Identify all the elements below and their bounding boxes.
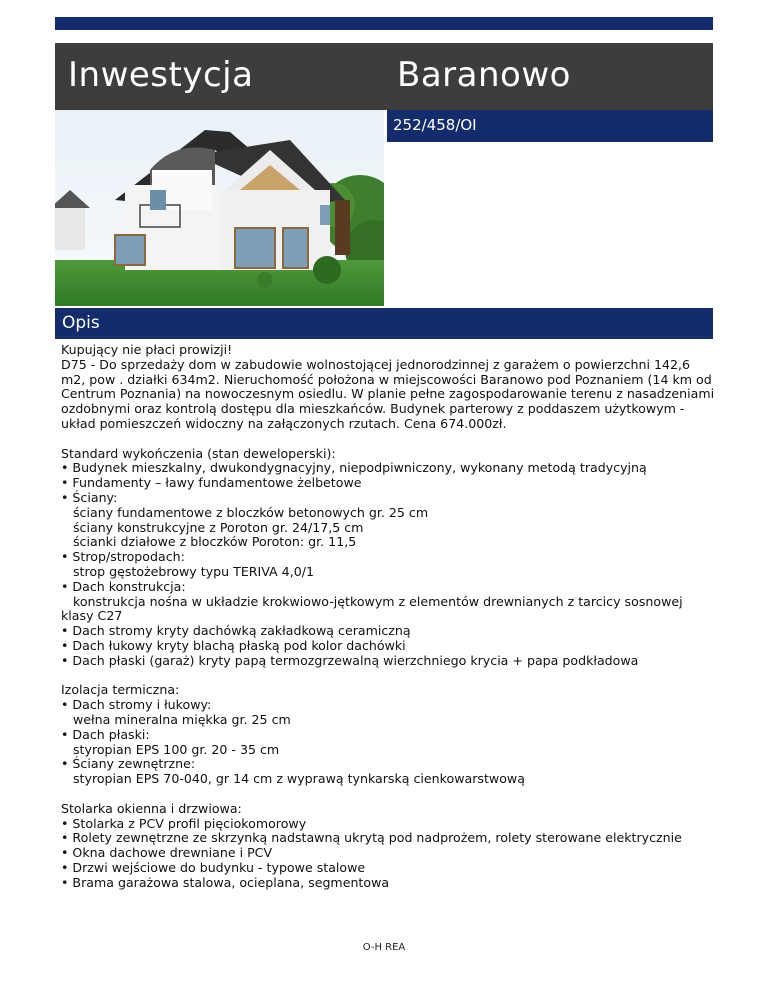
list-item: • Okna dachowe drewniane i PCV (61, 845, 273, 861)
joinery-heading: Stolarka okienna i drzwiowa: (61, 800, 242, 816)
list-item: • Dach stromy kryty dachówką zakładkową ceramiczną (61, 623, 411, 639)
title-banner (55, 43, 713, 110)
list-item: ścianki działowe z bloczków Poroton: gr. 11,5 (73, 534, 357, 550)
list-item: • Drzwi wejściowe do budynku - typowe stalowe (61, 859, 366, 875)
list-item: • Dach konstrukcja: (61, 578, 186, 594)
list-item: • Rolety zewnętrzne ze skrzynką nadstawną ukrytą pod nadprożem, rolety sterowane elektrycznie (61, 830, 682, 846)
list-item: styropian EPS 100 gr. 20 - 35 cm (73, 741, 280, 757)
list-item: klasy C27 (61, 608, 123, 624)
list-item: konstrukcja nośna w układzie krokwiowo-jętkowym z elementów drewnianych z tarcicy sosnowej (73, 593, 683, 609)
house-illustration (55, 110, 384, 306)
title-location: Baranowo (397, 55, 571, 95)
reference-bar (387, 110, 713, 142)
list-item: • Ściany zewnętrzne: (61, 756, 196, 772)
list-item: • Dach stromy i łukowy: (61, 697, 212, 713)
standard-heading: Standard wykończenia (stan deweloperski): (61, 445, 336, 461)
list-item: • Strop/stropodach: (61, 549, 185, 565)
insulation-list (61, 698, 716, 787)
list-item: • Fundamenty – ławy fundamentowe żelbetowe (61, 475, 362, 491)
section-title: Opis (62, 313, 100, 333)
footer-text: O-H REA (362, 942, 406, 953)
insulation-section (61, 683, 716, 787)
list-item: • Budynek mieszkalny, dwukondygnacyjny, niepodpiwniczony, wykonany metodą tradycyjną (61, 460, 647, 476)
joinery-list (61, 817, 716, 891)
list-item: wełna mineralna miękka gr. 25 cm (73, 711, 291, 727)
top-accent-bar (55, 17, 713, 30)
intro-line: Kupujący nie płaci prowizji! (61, 342, 233, 357)
list-item: • Stolarka z PCV profil pięciokomorowy (61, 815, 307, 831)
list-item: strop gęstożebrowy typu TERIVA 4,0/1 (73, 563, 314, 579)
list-item: ściany konstrukcyjne z Poroton gr. 24/17,5 cm (73, 519, 364, 535)
section-header (55, 308, 713, 339)
list-item: • Dach płaski: (61, 726, 150, 742)
list-item: • Ściany: (61, 489, 118, 505)
list-item: • Dach łukowy kryty blachą płaską pod kolor dachówki (61, 637, 406, 653)
joinery-section (61, 802, 716, 891)
description-content (61, 343, 716, 890)
intro-paragraph: D75 - Do sprzedaży dom w zabudowie wolnostojącej jednorodzinnej z garażem o powierzchni 142,6 m2, pow . działki 634m2. Nieruchomość położona w miejscowości Baranowo pod Poznaniem (14 km od Centrum Poznania) na nowoczesnym osiedlu. W planie pełne zagospodarowanie terenu z nasadzeniami ozdobnymi oraz kontrolą dostępu dla mieszkańców. Budynek parterowy z poddaszem użytkowym - układ pomieszczeń widoczny na załączonych rzutach. Cena 674.000zł. (61, 356, 715, 431)
title-investment: Inwestycja (68, 55, 254, 95)
list-item: • Brama garażowa stalowa, ocieplana, segmentowa (61, 874, 390, 890)
list-item: styropian EPS 70-040, gr 14 cm z wyprawą tynkarską cienkowarstwową (73, 771, 525, 787)
house-photo (55, 110, 384, 306)
reference-number: 252/458/OI (393, 116, 477, 134)
standard-list (61, 461, 716, 668)
insulation-heading: Izolacja termiczna: (61, 682, 180, 698)
list-item: ściany fundamentowe z bloczków betonowych gr. 25 cm (73, 504, 429, 520)
standard-section (61, 447, 716, 669)
list-item: • Dach płaski (garaż) kryty papą termozgrzewalną wierzchniego krycia + papa podkładowa (61, 652, 639, 668)
